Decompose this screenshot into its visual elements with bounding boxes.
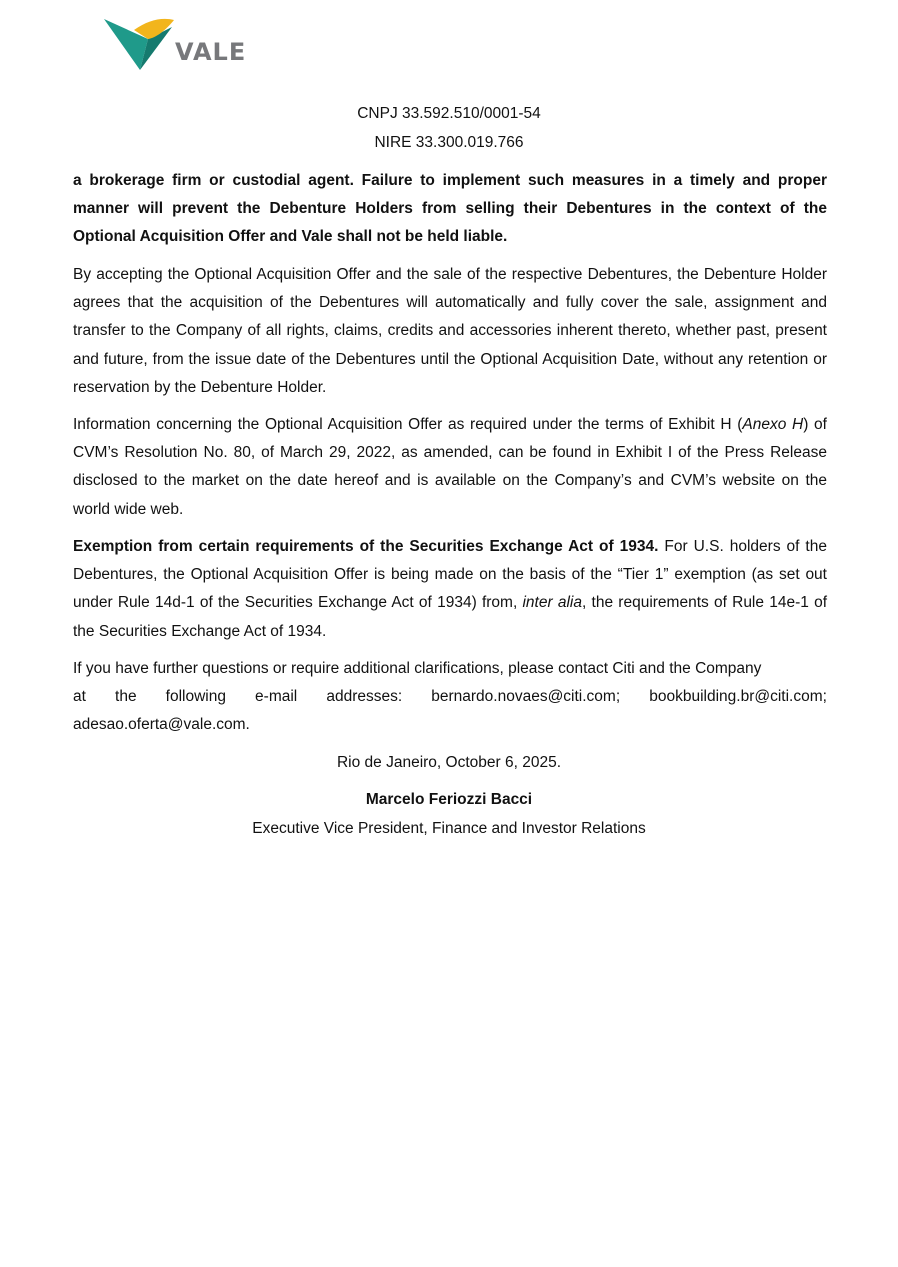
signatory-title: Executive Vice President, Finance and Investor Relations (252, 820, 646, 837)
contact-word: addresses: (326, 688, 403, 706)
exemption-heading: Exemption from certain requirements of the Securities Exchange Act of 1934. (73, 538, 659, 555)
paragraph-contact (73, 655, 827, 740)
paragraph-information-text-b: ) of CVM’s Resolution No. 80, of March 29, 2022, as amended, can be found in Exhibit I of the Press Release disclosed to the market on the date hereof and is available on the Company’s and CVM’s website on the world wide web. (73, 416, 827, 518)
vale-logo (104, 16, 247, 72)
inter-alia-term: inter alia (522, 594, 582, 612)
paragraph-exemption (73, 533, 827, 646)
signatory-name: Marcelo Feriozzi Bacci (365, 791, 533, 808)
cnpj-number: CNPJ 33.592.510/0001-54 (357, 105, 541, 122)
place-date: Rio de Janeiro, October 6, 2025. (336, 754, 562, 771)
paragraph-liability: a brokerage firm or custodial agent. Failure to implement such measures in a timely and proper manner will prevent the Debenture Holders from selling their Debentures in the context of the Optional Acquisition Offer and Vale shall not be held liable. (73, 172, 827, 246)
nire-number: NIRE 33.300.019.766 (374, 134, 524, 151)
contact-line-2 (73, 683, 827, 711)
email-vale-adesao[interactable]: adesao.oferta@vale.com. (73, 716, 250, 734)
email-citi-bookbuilding[interactable]: bookbuilding.br@citi.com; (649, 688, 827, 706)
paragraph-exemption-text-a: For U.S. holders of the Debentures, the Optional Acquisition Offer is being made on the basis of the “Tier 1” exemption (as set out under Rule 14d-1 of the Securities Exchange Act of 1934) from, (73, 538, 827, 612)
vale-logo-icon (104, 16, 176, 72)
contact-word: the (115, 688, 137, 706)
anexo-h-term: Anexo H (742, 416, 804, 433)
paragraph-information-text-a: Information concerning the Optional Acquisition Offer as required under the terms of Exhibit H ( (73, 416, 743, 433)
contact-word: following (165, 688, 226, 706)
contact-line-1: If you have further questions or require additional clarifications, please contact Citi and the Company (73, 660, 762, 677)
paragraph-acceptance: By accepting the Optional Acquisition Offer and the sale of the respective Debentures, the Debenture Holder agrees that the acquisition of the Debentures will automatically and fully cover the sale, assignment and transfer to the Company of all rights, claims, credits and accessories inherent thereto, whether past, present and future, from the issue date of the Debentures until the Optional Acquisition Date, without any retention or reservation by the Debenture Holder. (73, 266, 827, 396)
paragraph-information (73, 411, 827, 524)
paragraph-exemption-text-b: , the requirements of Rule 14e-1 of the Securities Exchange Act of 1934. (73, 594, 828, 640)
contact-word: at (73, 688, 86, 706)
logo-wordmark: VALE (175, 38, 247, 66)
contact-word: e-mail (255, 688, 298, 706)
email-citi-novaes[interactable]: bernardo.novaes@citi.com; (431, 688, 621, 706)
